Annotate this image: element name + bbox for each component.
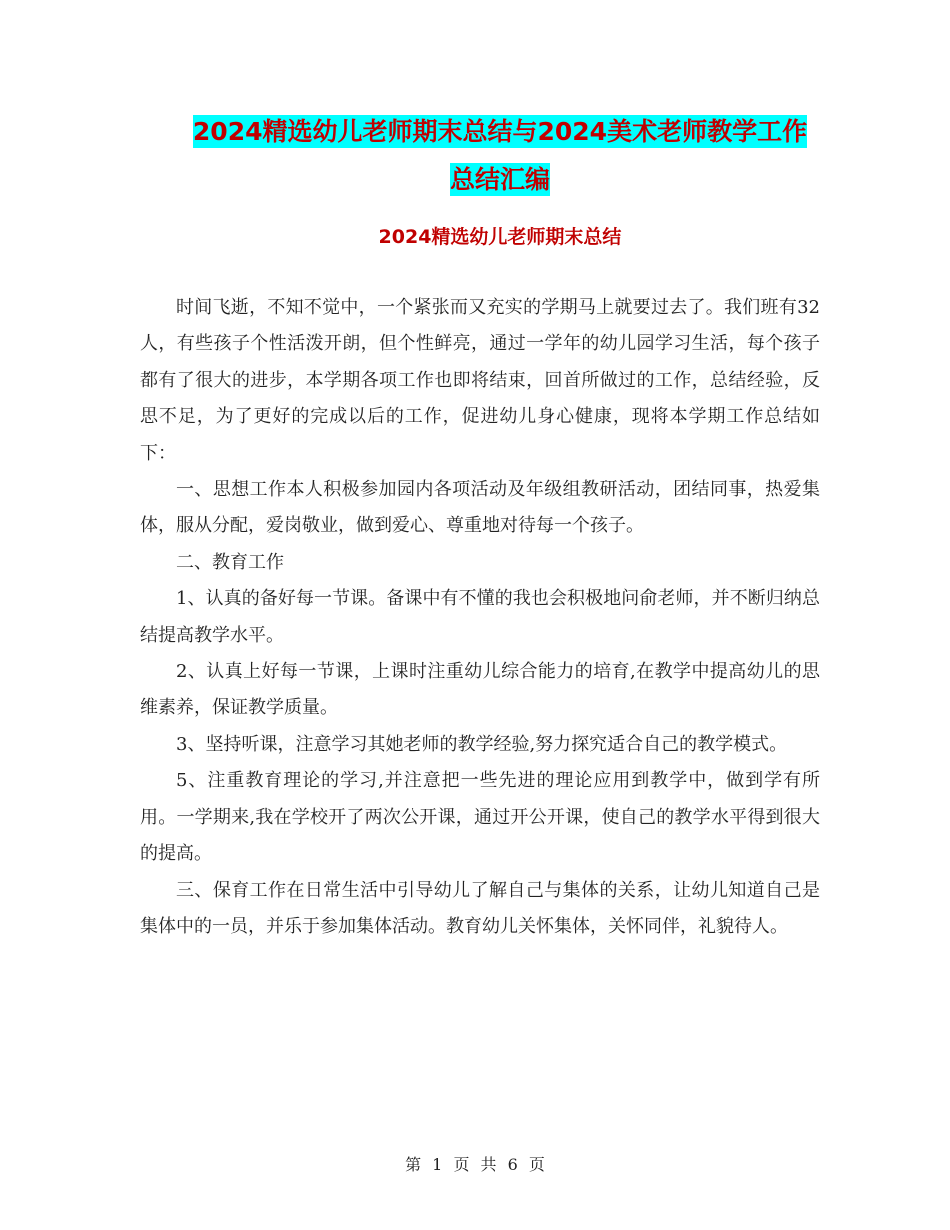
paragraph-item-3: 3、坚持听课，注意学习其她老师的教学经验,努力探究适合自己的教学模式。 xyxy=(176,733,788,755)
paragraph-item-1: 1、认真的备好每一节课。备课中有不懂的我也会积极地问俞老师，并不断归纳总结提高教学水平。 xyxy=(140,588,820,646)
document-title-line-2: 总结汇编 xyxy=(449,165,550,194)
document-title xyxy=(140,108,860,204)
paragraph-intro: 时间飞逝，不知不觉中，一个紧张而又充实的学期马上就要过去了。我们班有32人，有些孩子个性活泼开朗，但个性鲜亮，通过一学年的幼儿园学习生活，每个孩子都有了很大的进步，本学期各项工作也即将结束，回首所做过的工作，总结经验，反思不足，为了更好的完成以后的工作，促进幼儿身心健康，现将本学期工作总结如下： xyxy=(140,297,820,464)
document-title-line-1: 2024精选幼儿老师期末总结与2024美术老师教学工作 xyxy=(192,117,808,146)
paragraph-item-2: 2、认真上好每一节课，上课时注重幼儿综合能力的培育,在教学中提高幼儿的思维素养，保证教学质量。 xyxy=(140,661,820,719)
paragraph-education-heading: 二、教育工作 xyxy=(176,551,284,573)
paragraph-care: 三、保育工作在日常生活中引导幼儿了解自己与集体的关系，让幼儿知道自己是集体中的一员，并乐于参加集体活动。教育幼儿关怀集体，关怀同伴，礼貌待人。 xyxy=(140,879,820,937)
section-title: 2024精选幼儿老师期末总结 xyxy=(378,226,622,248)
paragraph-item-5: 5、注重教育理论的学习,并注意把一些先进的理论应用到教学中，做到学有所用。一学期来,我在学校开了两次公开课，通过开公开课，使自己的教学水平得到很大的提高。 xyxy=(140,770,820,865)
page-number-footer: 第 1 页 共 6 页 xyxy=(405,1155,545,1174)
document-body xyxy=(140,290,820,945)
paragraph-ideology: 一、思想工作本人积极参加园内各项活动及年级组教研活动，团结同事，热爱集体，服从分配，爱岗敬业，做到爱心、尊重地对待每一个孩子。 xyxy=(140,479,820,537)
